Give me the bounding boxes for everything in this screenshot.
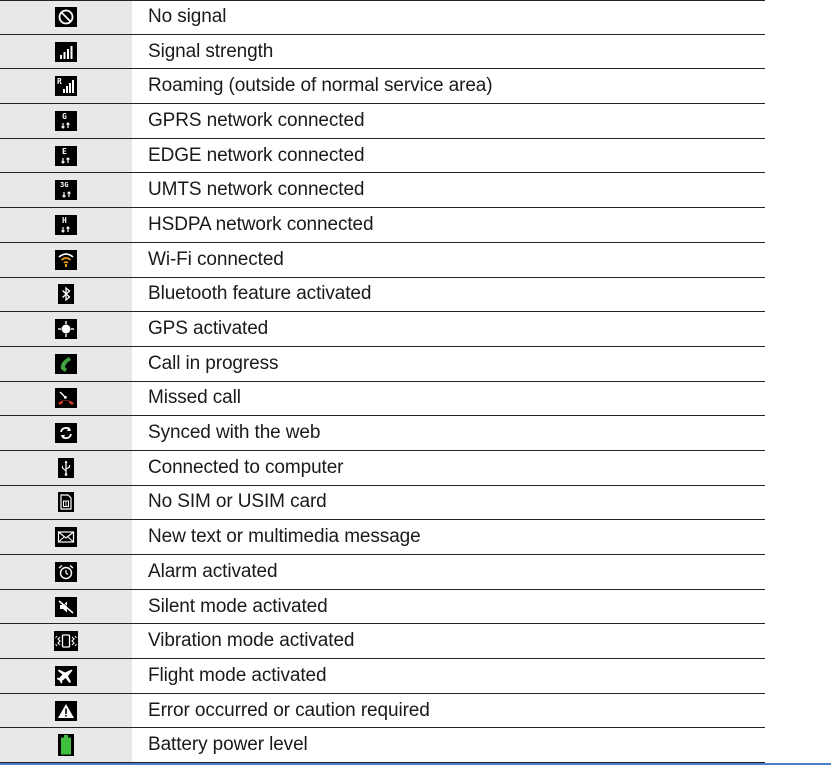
row-label: Battery power level [148,734,308,756]
message-icon [55,527,77,547]
row-label: GPRS network connected [148,109,365,131]
table-row [0,35,765,70]
usb-icon [58,458,74,478]
row-label: Connected to computer [148,456,344,478]
table-row [0,694,765,729]
icon-cell [0,35,132,69]
hsdpa-letter: H [62,215,67,225]
icon-cell [0,624,132,658]
icon-cell [0,416,132,450]
table-row [0,312,765,347]
silent-mode-icon [55,597,77,617]
table-row [0,139,765,174]
row-label: Bluetooth feature activated [148,283,372,305]
row-label: Call in progress [148,352,279,374]
table-row [0,451,765,486]
table-row [0,624,765,659]
icon-cell [0,451,132,485]
icon-cell [0,208,132,242]
row-label: EDGE network connected [148,144,365,166]
row-label: No SIM or USIM card [148,491,327,513]
hsdpa-icon [55,215,77,235]
umts-icon [55,180,77,200]
signal-strength-icon [55,42,77,62]
row-label: GPS activated [148,318,269,340]
umts-letters: 3G [60,181,69,190]
icon-cell [0,278,132,312]
row-label: Flight mode activated [148,664,327,686]
warning-icon [55,701,77,721]
roaming-icon [55,76,77,96]
row-label: Missed call [148,387,241,409]
gprs-letter: G [62,111,67,121]
icon-cell [0,520,132,554]
table-row [0,659,765,694]
row-label: Synced with the web [148,422,321,444]
row-label: HSDPA network connected [148,213,374,235]
table-row [0,347,765,382]
battery-icon [58,734,74,756]
row-label: UMTS network connected [148,179,365,201]
table-row [0,486,765,521]
table-row [0,69,765,104]
table-row [0,590,765,625]
row-label: Error occurred or caution required [148,699,430,721]
table-row [0,0,765,35]
icon-cell [0,659,132,693]
table-row [0,520,765,555]
icon-cell [0,139,132,173]
table-row [0,382,765,417]
table-row [0,416,765,451]
icon-cell [0,243,132,277]
table-row [0,555,765,590]
icon-cell [0,555,132,589]
table-row [0,243,765,278]
icon-cell [0,694,132,728]
table-row [0,728,765,763]
wifi-icon [55,250,77,270]
icon-cell [0,1,132,34]
no-signal-icon [55,7,77,27]
icon-cell [0,69,132,103]
row-label: Vibration mode activated [148,630,355,652]
row-label: Roaming (outside of normal service area) [148,75,493,97]
icon-cell [0,486,132,520]
alarm-icon [55,562,77,582]
bluetooth-icon [58,284,74,304]
gprs-icon [55,111,77,131]
icon-cell [0,590,132,624]
sync-icon [55,423,77,443]
icon-cell [0,728,132,762]
icon-cell [0,104,132,138]
icon-cell [0,347,132,381]
edge-icon [55,146,77,166]
table-row [0,104,765,139]
roaming-letter: R [57,77,62,87]
row-label: Signal strength [148,40,274,62]
gps-icon [55,319,77,339]
flight-mode-icon [55,666,77,686]
row-label: Wi-Fi connected [148,248,284,270]
call-in-progress-icon [55,354,77,374]
row-label: No signal [148,6,227,28]
vibration-mode-icon [54,631,78,651]
icon-cell [0,312,132,346]
icon-cell [0,382,132,416]
row-label: Alarm activated [148,560,278,582]
row-label: New text or multimedia message [148,526,421,548]
table-row [0,208,765,243]
missed-call-icon [55,388,77,408]
table-row [0,278,765,313]
row-label: Silent mode activated [148,595,328,617]
edge-letter: E [62,146,67,156]
icon-cell [0,173,132,207]
table-row [0,173,765,208]
no-sim-icon [58,492,74,512]
